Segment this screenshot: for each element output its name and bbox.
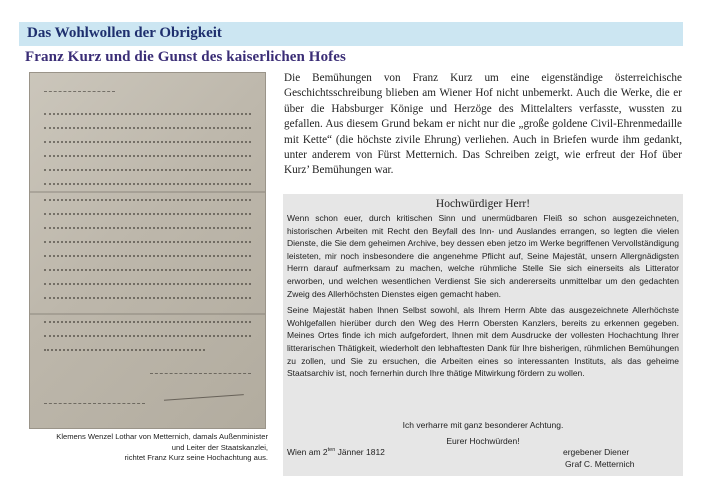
handwriting-line	[44, 213, 251, 215]
handwriting-line	[44, 269, 251, 271]
handwriting-line	[44, 127, 251, 129]
letter-paragraph: Seine Majestät haben Ihnen Selbst sowohl, als Ihrem Herrn Abte das ausgezeichnete Allerhöchste Wohlgefallen hierüber durch den Weg des Herrn Obersten Kanzlers, bereits zu erkennen gegeben. Meines Ortes finde ich mich aufgefordert, Ihnen mit dem Ausdrucke der vollesten Hochachtung Ihrer litterarischen Thätigkeit, wiederholt den lebhaftesten Dank für Ihre bisherigen, rühmlichen Bemühungen zu zollen, und Sie zu ersuchen, die Arbeiten eines so interessanten Instituts, als das geheime Staatsarchiv ist, noch fernerhin durch Ihre thätige Mitwirkung fördern zu wollen.	[287, 305, 679, 379]
caption-line: richtet Franz Kurz seine Hochachtung aus.	[124, 453, 268, 462]
handwriting-line	[44, 283, 251, 285]
caption-line: Klemens Wenzel Lothar von Metternich, damals Außenminister	[56, 432, 268, 441]
signer-line: ergebener Diener	[563, 447, 630, 457]
signature-mark	[162, 369, 244, 401]
letter-closing: Ich verharre mit ganz besonderer Achtung.	[402, 420, 564, 430]
intro-paragraph: Die Bemühungen von Franz Kurz um eine eigenständige österreichische Geschichtsschreibung blieben am Wiener Hof nicht unbemerkt. Auch die Werke, die er über die Habsburger Könige und Herzöge des Mittelalters verfasste, wussten zu gefallen. Aus diesem Grund bekam er nicht nur die „große goldene Civil-Ehrenmedaille mit Kette“ (die höchste zivile Ehrung) verliehen. Auch in Briefen wurde ihm gedankt, unter anderem von Fürst Metternich. Das Schreiben zeigt, wie erfreut der Hof über Kurz’ Bemühungen war.	[284, 72, 682, 177]
photo-caption	[22, 432, 268, 464]
paper-fold	[30, 313, 265, 315]
letter-title: Hochwürdiger Herr!	[435, 198, 531, 210]
handwriting-line	[44, 113, 251, 115]
handwriting-line	[44, 169, 251, 171]
handwriting-line	[44, 91, 115, 92]
letter-signature	[563, 447, 634, 470]
handwriting-line	[44, 297, 251, 299]
section-header	[19, 22, 683, 46]
page-subtitle: Franz Kurz und die Gunst des kaiserlichen Hofes	[25, 49, 346, 65]
letter-date	[287, 447, 385, 457]
paper-fold	[30, 191, 265, 193]
letter-salutation: Eurer Hochwürden!	[446, 436, 520, 446]
letter-body	[287, 212, 679, 384]
date-prefix: Wien am 2	[287, 447, 328, 457]
handwriting-line	[44, 403, 145, 404]
date-suffix: Jänner 1812	[335, 447, 385, 457]
handwriting-line	[44, 199, 251, 201]
handwriting-line	[44, 227, 251, 229]
letter-paragraph: Wenn schon euer, durch kritischen Sinn und unermüdbaren Fleiß so schon ausgezeichneten, historischen Arbeiten mit Recht den Beyfall des Inn- und Auslandes errangen, so legten die vielen Dienste, die Sie dem geheimen Archive, bey dessen eben jetzo im Werke begriffenen Vervollständigung leisteten, mir noch insbesondere die angenehme Pflicht auf, Seine Majestät, unsern Allergnädigsten Herrn darauf aufmerksam zu machen, welche rühmliche Stelle Sie sich einerseits als Litterator erworben, und welchen wesentlichen Verdienst Sie sich andererseits unmittelbar um den gedachten Zweig des Allerhöchsten Dienstes eigen gemacht haben.	[287, 213, 679, 299]
handwriting-line	[44, 155, 251, 157]
handwriting-line	[44, 335, 251, 337]
handwriting-line	[44, 141, 251, 143]
handwriting-line	[44, 183, 251, 185]
handwriting-line	[44, 255, 251, 257]
handwriting-line	[44, 349, 205, 351]
caption-line: und Leiter der Staatskanzlei,	[171, 442, 268, 452]
date-superscript: ten	[327, 447, 336, 454]
handwriting-line	[44, 321, 251, 323]
signer-name: Graf C. Metternich	[565, 458, 635, 469]
letter-photo	[29, 72, 266, 429]
handwriting-line	[44, 241, 251, 243]
letter-transcription-box	[283, 194, 683, 476]
section-title: Das Wohlwollen der Obrigkeit	[27, 25, 222, 41]
